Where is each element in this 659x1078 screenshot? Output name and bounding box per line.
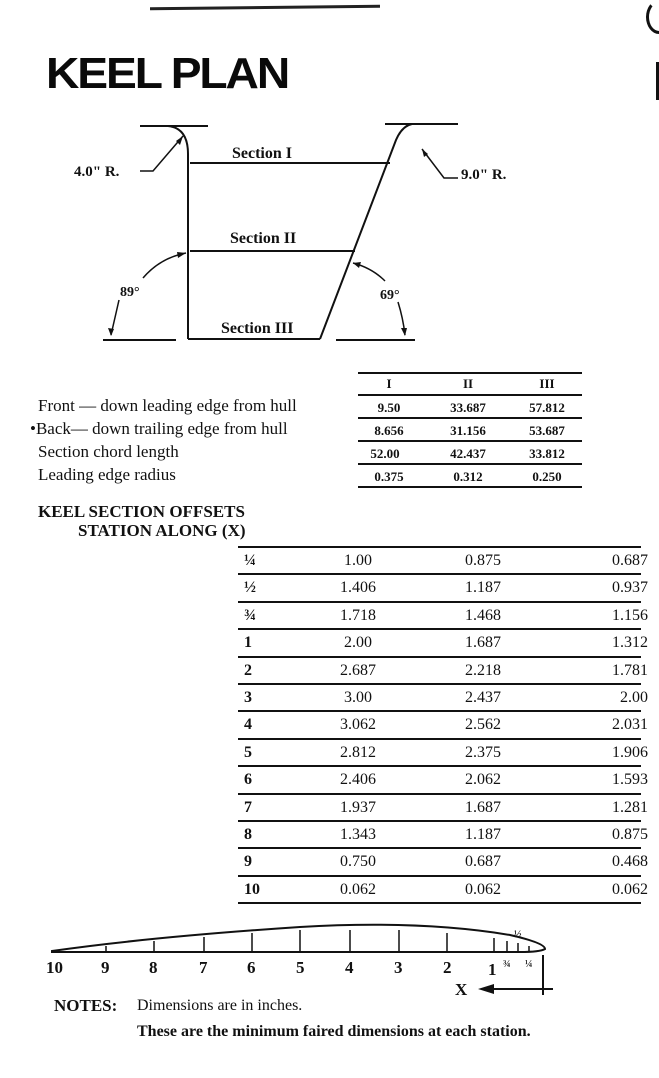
keel-plan-diagram	[0, 110, 560, 360]
note-line: These are the minimum faired dimensions at each station.	[137, 1023, 531, 1040]
table-row	[238, 548, 648, 575]
table-row	[238, 712, 648, 739]
station-label: 4	[244, 716, 252, 734]
station-tick-label: 7	[199, 958, 208, 977]
station-label: 2	[244, 661, 252, 679]
note-line: Dimensions are in inches.	[137, 997, 303, 1014]
arrowhead-icon	[108, 328, 114, 336]
table-cell: 33.812	[529, 446, 565, 461]
table-cell: 2.687	[340, 661, 376, 679]
table-cell: 1.718	[340, 606, 376, 624]
station-tick-label: ¼	[525, 959, 533, 970]
station-label: ¼	[244, 552, 256, 569]
table-rule	[358, 440, 582, 442]
table-cell: 42.437	[450, 446, 486, 461]
station-tick-label: 1	[488, 960, 497, 979]
table-cell: 1.312	[612, 634, 648, 652]
station-tick-label: 9	[101, 958, 110, 977]
arrowhead-icon	[353, 262, 361, 268]
table-cell: 0.375	[374, 469, 404, 484]
station-tick-label: 5	[296, 958, 305, 977]
x-axis-label: X	[455, 980, 468, 995]
station-tick-label: 3	[394, 958, 403, 977]
station-label: ½	[244, 579, 256, 597]
table-cell: 2.218	[465, 661, 501, 679]
table-row	[238, 740, 648, 767]
table-cell: 1.406	[340, 579, 376, 597]
table-cell: 0.062	[340, 880, 376, 898]
offsets-subtitle: STATION ALONG (X)	[78, 521, 246, 540]
table-cell: 1.187	[465, 825, 501, 843]
table-rule	[358, 372, 582, 374]
table-cell: 57.812	[529, 400, 565, 415]
station-label: 7	[244, 798, 252, 816]
table-cell: 0.687	[465, 853, 501, 871]
table-rule	[358, 463, 582, 465]
table-cell: 0.468	[612, 853, 648, 871]
table-cell: 9.50	[377, 400, 401, 415]
table-cell: 1.281	[612, 798, 648, 816]
scan-artifact-line	[150, 5, 380, 10]
arrowhead-icon	[401, 328, 407, 336]
table-row	[238, 849, 648, 876]
col-header-ii: II	[462, 376, 474, 391]
table-cell: 0.875	[612, 825, 648, 843]
table-cell: 8.656	[374, 423, 404, 438]
notes-label: NOTES:	[54, 996, 118, 1015]
arrow-left-icon	[478, 984, 494, 994]
table-cell: 1.937	[340, 798, 376, 816]
station-tick-label: 2	[443, 958, 452, 977]
table-cell: 1.906	[612, 743, 648, 761]
table-cell: 2.562	[465, 716, 501, 734]
table-rule	[358, 394, 582, 396]
arrowhead-icon	[177, 252, 186, 258]
table-cell: 1.593	[612, 771, 648, 789]
table-row	[238, 603, 648, 630]
table-cell: 2.062	[465, 771, 501, 789]
scan-edge-fragment	[646, 0, 659, 34]
station-tick-label: 8	[149, 958, 158, 977]
station-tick-label: ¾	[503, 959, 511, 970]
table-cell: 1.781	[612, 661, 648, 679]
station-label: 1	[244, 634, 252, 652]
table-cell: 2.031	[612, 716, 648, 734]
keel-profile-diagram	[0, 915, 600, 995]
table-row	[238, 630, 648, 657]
offsets-table	[238, 548, 648, 904]
table-cell: 31.156	[450, 423, 486, 438]
row-label: Front — down leading edge from hull	[38, 396, 297, 415]
station-label: 3	[244, 688, 252, 706]
table-cell: 2.406	[340, 771, 376, 789]
table-cell: 53.687	[529, 423, 565, 438]
table-cell: 1.00	[344, 552, 372, 569]
table-cell: 0.312	[453, 469, 483, 484]
table-cell: 0.750	[340, 853, 376, 871]
table-cell: 2.00	[344, 634, 372, 652]
offsets-title: KEEL SECTION OFFSETS	[38, 502, 245, 521]
row-label: Leading edge radius	[38, 465, 176, 484]
radius-leader-right	[422, 149, 458, 178]
row-label: Section chord length	[38, 442, 179, 461]
table-cell: 2.437	[465, 688, 501, 706]
station-label: 5	[244, 743, 252, 761]
table-cell: 3.062	[340, 716, 376, 734]
station-tick-label: ½	[514, 929, 522, 940]
station-label: 6	[244, 771, 252, 789]
table-cell: 1.343	[340, 825, 376, 843]
table-cell: 1.468	[465, 606, 501, 624]
table-rule	[358, 486, 582, 488]
table-cell: 2.812	[340, 743, 376, 761]
table-row	[238, 767, 648, 794]
table-cell: 0.875	[465, 552, 501, 569]
table-cell: 0.250	[532, 469, 562, 484]
station-tick-label: 10	[46, 958, 63, 977]
table-cell: 33.687	[450, 400, 486, 415]
row-label: •Back— down trailing edge from hull	[30, 419, 288, 438]
angle-right-label: 69°	[380, 288, 400, 303]
trailing-edge-line	[320, 124, 412, 339]
table-cell: 52.00	[370, 446, 400, 461]
table-cell: 1.687	[465, 634, 501, 652]
table-rule	[358, 417, 582, 419]
table-cell: 1.187	[465, 579, 501, 597]
radius-left-label: 4.0" R.	[74, 164, 120, 180]
table-row	[238, 822, 648, 849]
table-cell: 1.156	[612, 606, 648, 624]
table-cell: 2.00	[620, 688, 648, 706]
section-i-label: Section I	[232, 145, 292, 162]
angle-left-label: 89°	[120, 285, 140, 300]
table-row	[238, 795, 648, 822]
station-label: 8	[244, 825, 252, 843]
table-row	[238, 877, 648, 904]
station-tick-label: 4	[345, 958, 354, 977]
table-row	[238, 575, 648, 602]
page-title: KEEL PLAN	[46, 49, 289, 98]
table-row	[238, 685, 648, 712]
table-row	[238, 658, 648, 685]
col-header-iii: III	[539, 376, 555, 391]
table-cell: 0.062	[612, 880, 648, 898]
station-tick-label: 6	[247, 958, 256, 977]
profile-outline	[52, 925, 545, 952]
station-label: ¾	[244, 606, 256, 624]
section-iii-label: Section III	[221, 320, 294, 337]
table-cell: 0.687	[612, 552, 648, 569]
table-cell: 1.687	[465, 798, 501, 816]
radius-right-label: 9.0" R.	[461, 167, 507, 183]
station-label: 9	[244, 853, 252, 871]
section-ii-label: Section II	[230, 230, 297, 247]
col-header-i: I	[386, 376, 392, 391]
table-cell: 2.375	[465, 743, 501, 761]
table-cell: 0.062	[465, 880, 501, 898]
leading-edge-line	[168, 126, 188, 339]
table-cell: 0.937	[612, 579, 648, 597]
station-label: 10	[244, 880, 260, 898]
table-cell: 3.00	[344, 688, 372, 706]
